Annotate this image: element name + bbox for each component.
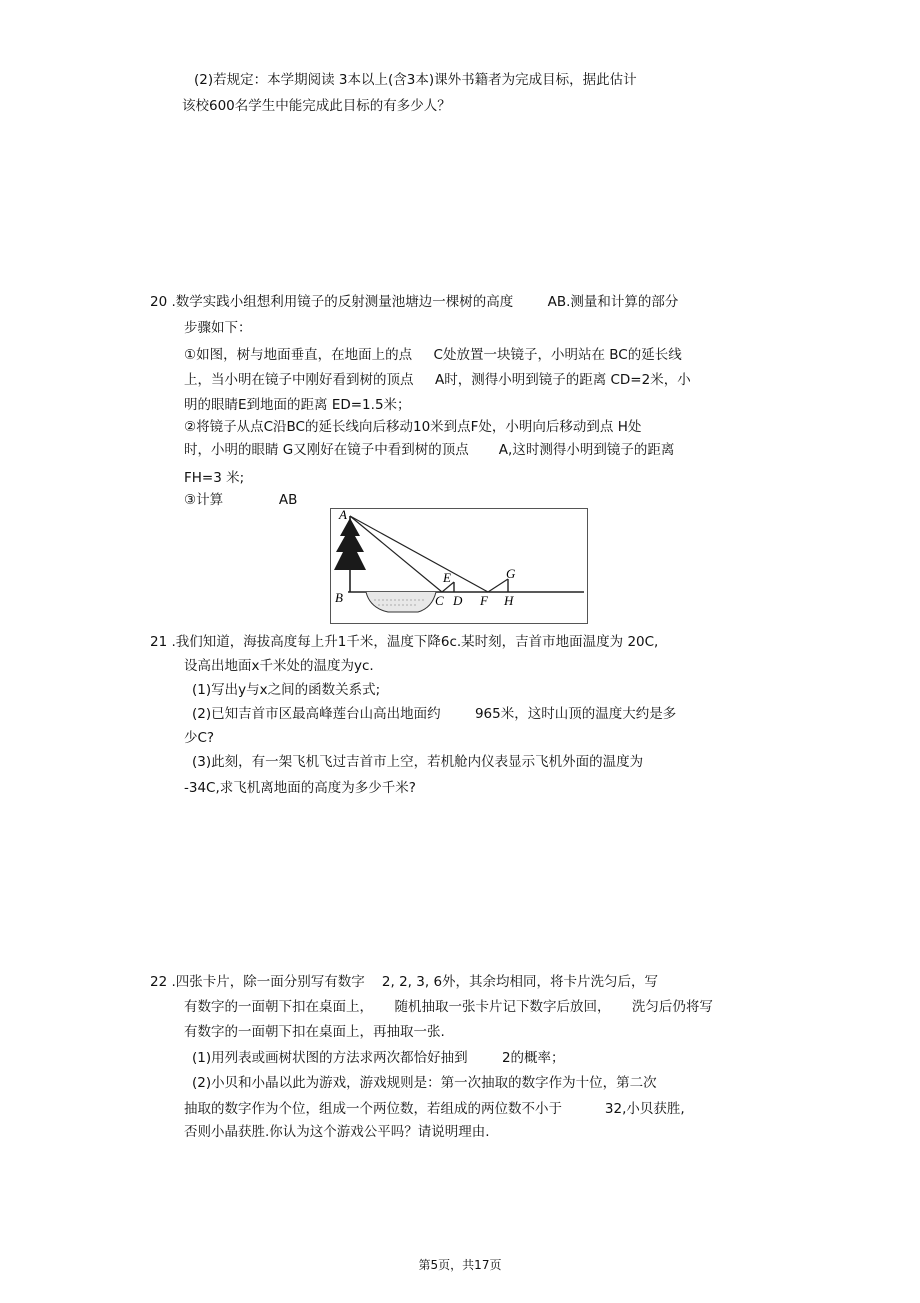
q22-line3: 有数字的一面朝下扣在桌面上，再抽取一张.: [184, 1024, 445, 1040]
q21-line4: (2)已知吉首市区最高峰莲台山高出地面约 965米，这时山顶的温度大约是多: [192, 706, 677, 722]
q20-line7: 时，小明的眼睛 G又刚好在镜子中看到树的顶点 A,这时测得小明到镜子的距离: [184, 442, 675, 458]
label-e: E: [443, 570, 451, 585]
q20-line5: 明的眼睛E到地面的距离 ED=1.5米；: [184, 397, 411, 413]
q22-line6: 抽取的数字作为个位，组成一个两位数，若组成的两位数不小于 32,小贝获胜,: [184, 1101, 685, 1117]
label-h: H: [504, 593, 514, 608]
q22-line7: 否则小晶获胜.你认为这个游戏公平吗？请说明理由.: [184, 1124, 490, 1140]
label-g: G: [506, 566, 516, 581]
q22-line5: (2)小贝和小晶以此为游戏，游戏规则是：第一次抽取的数字作为十位，第二次: [192, 1075, 657, 1091]
q21-line6: (3)此刻，有一架飞机飞过吉首市上空，若机舱内仪表显示飞机外面的温度为: [192, 754, 644, 770]
q21-line2: 设高出地面x千米处的温度为yc.: [184, 658, 374, 674]
q22-line4: (1)用列表或画树状图的方法求两次都恰好抽到 2的概率；: [192, 1050, 565, 1066]
q21-line7: -34C,求飞机离地面的高度为多少千米?: [184, 780, 416, 796]
q20-line8: FH=3 米;: [184, 470, 245, 486]
q20-line4: 上，当小明在镜子中刚好看到树的顶点 A时，测得小明到镜子的距离 CD=2米，小: [184, 372, 691, 388]
q20-line6: ②将镜子从点C沿BC的延长线向后移动10米到点F处，小明向后移动到点 H处: [184, 419, 642, 435]
label-b: B: [335, 590, 343, 605]
q21-line1: 21 .我们知道，海拔高度每上升1千米，温度下降6c.某时刻，吉首市地面温度为 20C,: [150, 634, 659, 650]
label-d: D: [453, 593, 463, 608]
q20-line2: 步骤如下：: [184, 320, 252, 336]
q22-line1: 22 .四张卡片，除一面分别写有数字 2, 2, 3, 6外，其余均相同，将卡片洗匀后，写: [150, 974, 659, 990]
q21-line3: (1)写出y与x之间的函数关系式;: [192, 682, 381, 698]
q20-line1: 20 .数学实践小组想利用镜子的反射测量池塘边一棵树的高度 AB.测量和计算的部分: [150, 294, 679, 310]
figure-svg: [330, 508, 588, 624]
q20-line3: ①如图，树与地面垂直，在地面上的点 C处放置一块镜子，小明站在 BC的延长线: [184, 347, 682, 363]
label-c: C: [435, 593, 444, 608]
q21-line5: 少C?: [184, 730, 215, 746]
q19-part2-line1: (2)若规定：本学期阅读 3本以上(含3本)课外书籍者为完成目标，据此估计: [194, 72, 637, 88]
q19-part2-line2: 该校600名学生中能完成此目标的有多少人？: [182, 98, 451, 114]
q20-line9: ③计算 AB: [184, 492, 298, 508]
page-number: 第5页，共17页: [418, 1258, 502, 1272]
q22-line2: 有数字的一面朝下扣在桌面上， 随机抽取一张卡片记下数字后放回， 洗匀后仍将写: [184, 999, 713, 1015]
label-a: A: [339, 508, 347, 522]
mirror-tree-figure: [330, 508, 588, 624]
label-f: F: [480, 593, 488, 608]
